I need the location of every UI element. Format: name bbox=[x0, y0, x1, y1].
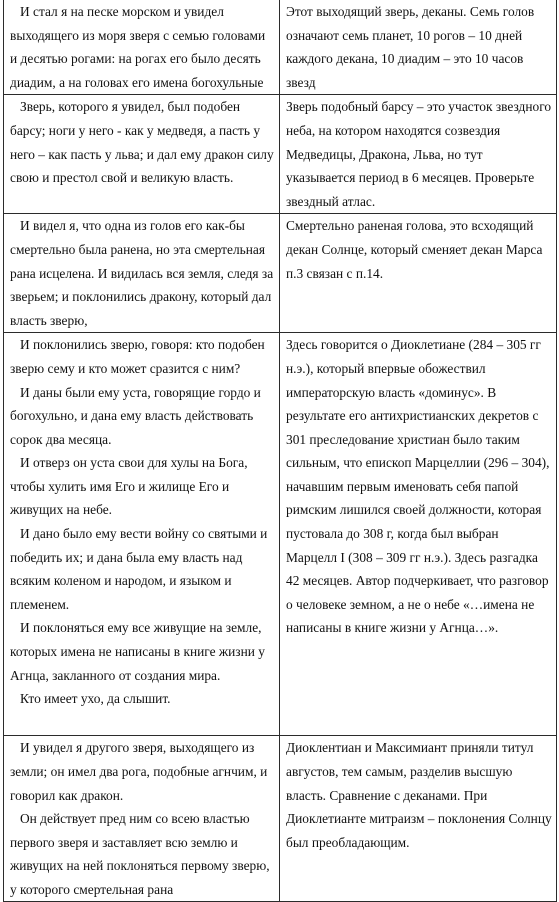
table-row bbox=[4, 736, 557, 902]
verse-paragraph: И видел я, что одна из голов его как-бы смертельно была ранена, но эта смертельная рана исцелена. И видилась вся земля, следя за зверьем; и поклонились дракону, который дал власть зверю, bbox=[10, 218, 274, 328]
verse-cell bbox=[4, 736, 280, 902]
commentary-paragraph: Этот выходящий зверь, деканы. Семь голов означают семь планет, 10 рогов – 10 дней каждого декана, 10 диадим – это 10 часов звезд bbox=[286, 4, 535, 90]
verse-paragraph: Зверь, которого я увидел, был подобен барсу; ноги у него - как у медведя, а пасть у него – как пасть у льва; и дал ему дракон силу свою и престол свой и великую власть. bbox=[10, 99, 274, 186]
commentary-cell bbox=[280, 333, 557, 736]
commentary-cell bbox=[280, 0, 557, 95]
verse-cell bbox=[4, 95, 280, 214]
verse-paragraph: И отверз он уста свои для хулы на Бога, чтобы хулить имя Его и жилище Его и живущих на небе. bbox=[10, 455, 248, 518]
verse-paragraph: И даны были ему уста, говорящие гордо и богохульно, и дана ему власть действовать сорок два месяца. bbox=[10, 384, 261, 447]
verse-paragraph: Он действует пред ним со всею властью первого зверя и заставляет всю землю и живущих на ней поклоняться первому зверю, у которого смертельная рана bbox=[10, 811, 270, 897]
commentary-paragraph: Здесь говорится о Диоклетиане (284 – 305 гг н.э.), который впервые обожествил императорскую власть «доминус». В результате его антихристианских декретов с 301 преследование христиан было таким сильным, что епископ Марцеллии (296 – 304), начавшим первым именовать себя папой римским лишился своей должности, которая пустовала до 308 г, когда был выбран Марцелл I (308 – 309 гг н.э.). Здесь разгадка 42 месяцев. Автор подчеркивает, что разговор о человеке земном, а не о небе «…имена не написаны в книге жизни у Агнца…». bbox=[286, 337, 550, 636]
table-row bbox=[4, 333, 557, 736]
table-row bbox=[4, 214, 557, 333]
table-row bbox=[4, 0, 557, 95]
verse-cell bbox=[4, 0, 280, 95]
commentary-paragraph: Зверь подобный барсу – это участок звездного неба, на котором находятся созвездия Медведицы, Дракона, Льва, но тут указывается период в 6 месяцев. Проверьте звездный атлас. bbox=[286, 99, 552, 209]
verse-paragraph: И увидел я другого зверя, выходящего из земли; он имел два рога, подобные агнчим, и говорил как дракон. bbox=[10, 740, 268, 803]
commentary-paragraph: Смертельно раненая голова, это всходящий декан Солнце, который сменяет декан Марса п.3 связан с п.14. bbox=[286, 218, 543, 281]
commentary-cell bbox=[280, 95, 557, 214]
commentary-cell bbox=[280, 214, 557, 333]
verse-paragraph: И поклоняться ему все живущие на земле, которых имена не написаны в книге жизни у Агнца, закланного от создания мира. bbox=[10, 620, 265, 683]
commentary-paragraph: Диоклентиан и Максимиант приняли титул августов, тем самым, разделив высшую власть. Сравнение с деканами. При Диоклетианте митраизм – поклонения Солнцу был преобладающим. bbox=[286, 740, 552, 850]
commentary-table bbox=[3, 0, 557, 902]
commentary-cell bbox=[280, 736, 557, 902]
table-row bbox=[4, 95, 557, 214]
verse-cell bbox=[4, 333, 280, 736]
verse-paragraph: И дано было ему вести войну со святыми и победить их; и дана была ему власть над всяким коленом и народом, и языком и племенем. bbox=[10, 526, 268, 612]
verse-paragraph: И стал я на песке морском и увидел выходящего из моря зверя с семью головами и десятью рогами: на рогах его было десять диадим, а на головах его имена богохульные bbox=[10, 4, 266, 90]
verse-cell bbox=[4, 214, 280, 333]
verse-paragraph: И поклонились зверю, говоря: кто подобен зверю сему и кто может сразится с ним? bbox=[10, 337, 265, 376]
verse-paragraph: Кто имеет ухо, да слышит. bbox=[20, 691, 171, 707]
